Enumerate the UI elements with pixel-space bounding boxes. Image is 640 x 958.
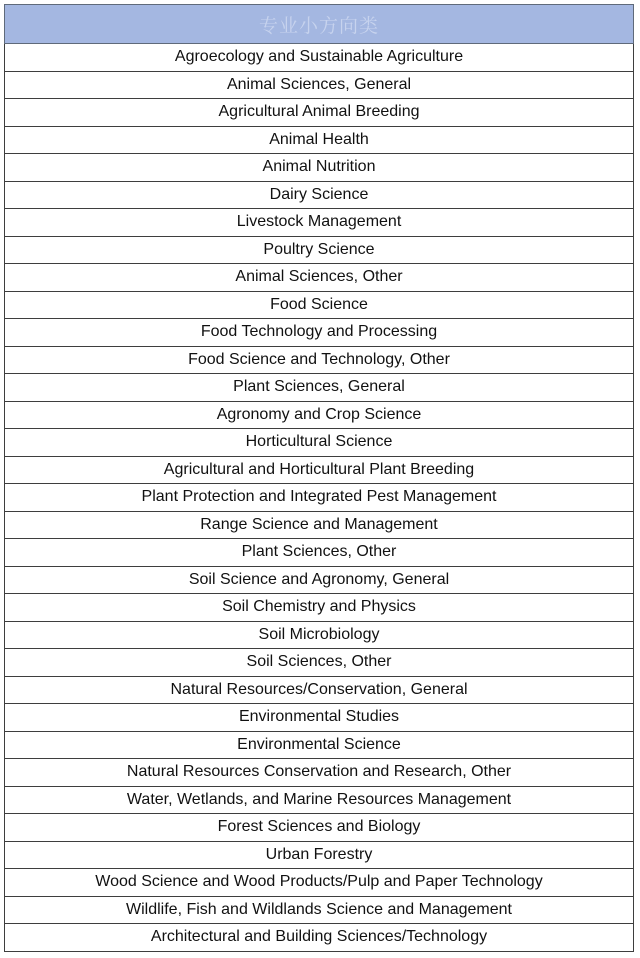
major-cell: Horticultural Science bbox=[5, 429, 634, 457]
table-row bbox=[5, 676, 634, 704]
table-row bbox=[5, 181, 634, 209]
major-cell: Soil Microbiology bbox=[5, 621, 634, 649]
table-row bbox=[5, 704, 634, 732]
table-row bbox=[5, 896, 634, 924]
table-row bbox=[5, 126, 634, 154]
table-row bbox=[5, 621, 634, 649]
table-body bbox=[5, 44, 634, 952]
table-row bbox=[5, 869, 634, 897]
table-row bbox=[5, 99, 634, 127]
table-row bbox=[5, 346, 634, 374]
major-cell: Livestock Management bbox=[5, 209, 634, 237]
table-row bbox=[5, 511, 634, 539]
major-cell: Animal Nutrition bbox=[5, 154, 634, 182]
table-row bbox=[5, 44, 634, 72]
major-cell: Dairy Science bbox=[5, 181, 634, 209]
table-row bbox=[5, 264, 634, 292]
major-cell: Environmental Studies bbox=[5, 704, 634, 732]
major-cell: Food Science bbox=[5, 291, 634, 319]
major-cell: Animal Sciences, Other bbox=[5, 264, 634, 292]
major-cell: Plant Sciences, General bbox=[5, 374, 634, 402]
major-cell: Agricultural and Horticultural Plant Breeding bbox=[5, 456, 634, 484]
major-cell: Natural Resources/Conservation, General bbox=[5, 676, 634, 704]
table-row bbox=[5, 236, 634, 264]
major-cell: Agronomy and Crop Science bbox=[5, 401, 634, 429]
table-row bbox=[5, 71, 634, 99]
table-row bbox=[5, 484, 634, 512]
table-row bbox=[5, 374, 634, 402]
major-cell: Food Technology and Processing bbox=[5, 319, 634, 347]
table-row bbox=[5, 731, 634, 759]
table-row bbox=[5, 291, 634, 319]
table-row bbox=[5, 594, 634, 622]
major-cell: Animal Health bbox=[5, 126, 634, 154]
table-row bbox=[5, 539, 634, 567]
major-cell: Environmental Science bbox=[5, 731, 634, 759]
table-row bbox=[5, 649, 634, 677]
major-cell: Poultry Science bbox=[5, 236, 634, 264]
table-row bbox=[5, 924, 634, 952]
major-cell: Soil Chemistry and Physics bbox=[5, 594, 634, 622]
major-cell: Forest Sciences and Biology bbox=[5, 814, 634, 842]
table-row bbox=[5, 401, 634, 429]
table-row bbox=[5, 814, 634, 842]
major-cell: Soil Sciences, Other bbox=[5, 649, 634, 677]
table-row bbox=[5, 786, 634, 814]
major-cell: Urban Forestry bbox=[5, 841, 634, 869]
table-row bbox=[5, 841, 634, 869]
table-row bbox=[5, 759, 634, 787]
major-cell: Animal Sciences, General bbox=[5, 71, 634, 99]
major-cell: Plant Protection and Integrated Pest Management bbox=[5, 484, 634, 512]
major-cell: Water, Wetlands, and Marine Resources Management bbox=[5, 786, 634, 814]
major-cell: Wildlife, Fish and Wildlands Science and Management bbox=[5, 896, 634, 924]
major-cell: Natural Resources Conservation and Research, Other bbox=[5, 759, 634, 787]
major-cell: Soil Science and Agronomy, General bbox=[5, 566, 634, 594]
major-cell: Plant Sciences, Other bbox=[5, 539, 634, 567]
table-row bbox=[5, 429, 634, 457]
table-header-cell: 专业小方向类 bbox=[5, 5, 634, 44]
major-cell: Wood Science and Wood Products/Pulp and Paper Technology bbox=[5, 869, 634, 897]
table-row bbox=[5, 566, 634, 594]
table-header-row bbox=[5, 5, 634, 44]
major-cell: Agroecology and Sustainable Agriculture bbox=[5, 44, 634, 72]
major-cell: Food Science and Technology, Other bbox=[5, 346, 634, 374]
major-cell: Architectural and Building Sciences/Technology bbox=[5, 924, 634, 952]
table-row bbox=[5, 319, 634, 347]
table-row bbox=[5, 209, 634, 237]
majors-table bbox=[4, 4, 634, 952]
major-cell: Agricultural Animal Breeding bbox=[5, 99, 634, 127]
table-row bbox=[5, 154, 634, 182]
major-cell: Range Science and Management bbox=[5, 511, 634, 539]
table-row bbox=[5, 456, 634, 484]
majors-table-container bbox=[4, 4, 634, 952]
